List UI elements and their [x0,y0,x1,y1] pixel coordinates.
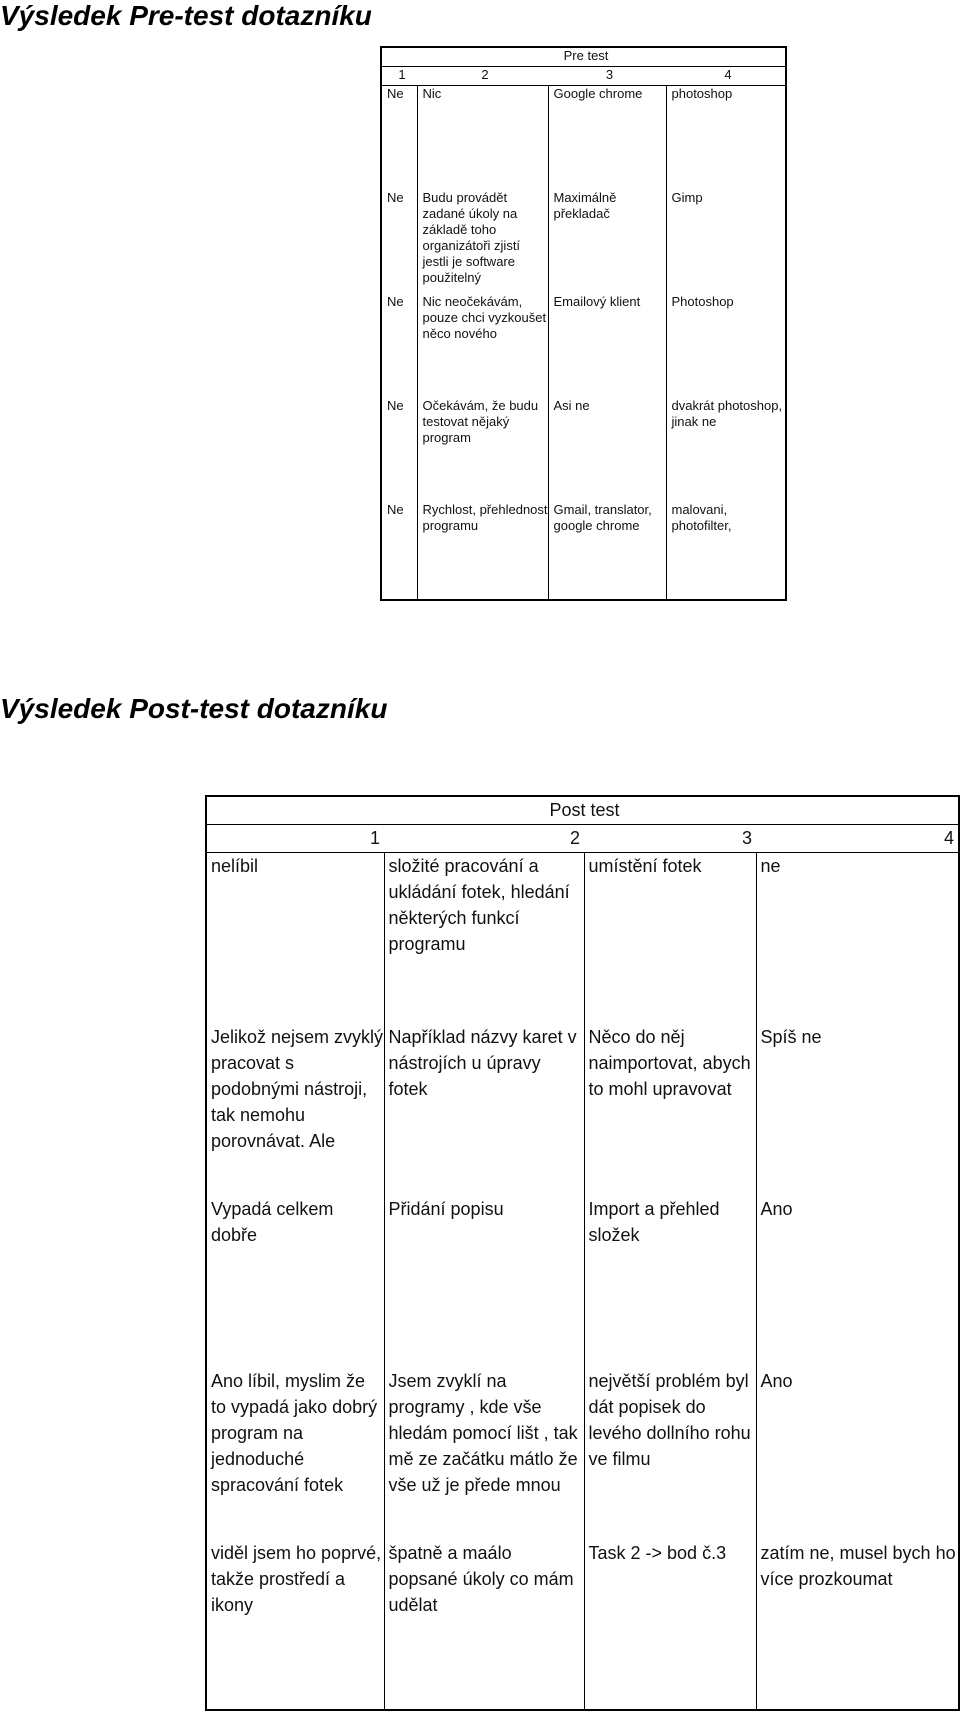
table-cell: Spíš ne [756,1024,959,1196]
table-row [381,502,786,600]
table-cell: umístění fotek [584,852,756,1024]
pre-test-title: Výsledek Pre-test dotazníku [0,0,372,31]
post-test-title: Výsledek Post-test dotazníku [0,693,388,724]
table-cell: Asi ne [548,398,666,502]
table-cell [206,1024,384,1196]
pre-test-table [380,46,787,601]
table-cell: Ne [381,398,417,502]
pre-test-header: Pre test [381,47,786,67]
table-cell: Ano líbil, myslim že to vypadá jako dobrý program na jednoduché spracování fotek [206,1368,384,1540]
table-cell: dvakrát photoshop, jinak ne [666,398,786,502]
col-number: 4 [666,67,786,86]
table-cell: Ne [381,294,417,398]
col-number: 4 [756,824,959,852]
col-number: 1 [206,824,384,852]
table-cell: Gimp [666,190,786,294]
table-cell: Ne [381,190,417,294]
table-cell: největší problém byl dát popisek do levého dollního rohu ve filmu [584,1368,756,1540]
table-cell: Ne [381,502,417,600]
col-number: 2 [417,67,548,86]
table-row [206,1540,959,1710]
table-cell: Něco do něj naimportovat, abych to mohl upravovat [584,1024,756,1196]
table-cell: Ne [381,86,417,190]
table-cell: Nic neočekávám, pouze chci vyzkoušet něco nového [417,294,548,398]
table-cell: Ano [756,1196,959,1368]
table-cell: malovani, photofilter, [666,502,786,600]
table-cell: photoshop [666,86,786,190]
table-cell: Import a přehled složek [584,1196,756,1368]
table-cell: Emailový klient [548,294,666,398]
post-test-table [205,795,960,1711]
table-cell: Jsem zvyklí na programy , kde vše hledám pomocí lišt , tak mě ze začátku mátlo že vše už je přede mnou [384,1368,584,1540]
table-row [381,86,786,190]
table-cell: Přidání popisu [384,1196,584,1368]
table-row [206,1368,959,1540]
table-cell: ne [756,852,959,1024]
table-cell: viděl jsem ho poprvé, takže prostředí a ikony [206,1540,384,1710]
col-number: 1 [381,67,417,86]
table-cell: Rychlost, přehlednost programu [417,502,548,600]
col-number: 3 [548,67,666,86]
table-cell: Google chrome [548,86,666,190]
table-row [206,1196,959,1368]
table-cell: špatně a maálo popsané úkoly co mám udělat [384,1540,584,1710]
table-cell: Budu provádět zadané úkoly na základě toho organizátoři zjistí jestli je software použitelný [417,190,548,294]
table-row [381,294,786,398]
table-cell: nelíbil [206,852,384,1024]
table-cell: Photoshop [666,294,786,398]
table-cell: Nic [417,86,548,190]
table-cell-text: Jelikož nejsem zvyklý pracovat s podobnými nástroji, tak nemohu porovnávat. Ale [211,1027,384,1151]
table-cell: Maximálně překladač [548,190,666,294]
table-cell: zatím ne, musel bych ho více prozkoumat [756,1540,959,1710]
table-cell: Task 2 -> bod č.3 [584,1540,756,1710]
table-cell: Například názvy karet v nástrojích u úpravy fotek [384,1024,584,1196]
col-number: 3 [584,824,756,852]
table-row [381,190,786,294]
table-row [206,852,959,1024]
table-row [381,398,786,502]
col-number: 2 [384,824,584,852]
post-test-header: Post test [206,796,959,824]
table-cell: Ano [756,1368,959,1540]
table-cell: Gmail, translator, google chrome [548,502,666,600]
table-row [206,1024,959,1196]
table-cell: Vypadá celkem dobře [206,1196,384,1368]
table-cell: složité pracování a ukládání fotek, hledání některých funkcí programu [384,852,584,1024]
table-cell: Očekávám, že budu testovat nějaký program [417,398,548,502]
